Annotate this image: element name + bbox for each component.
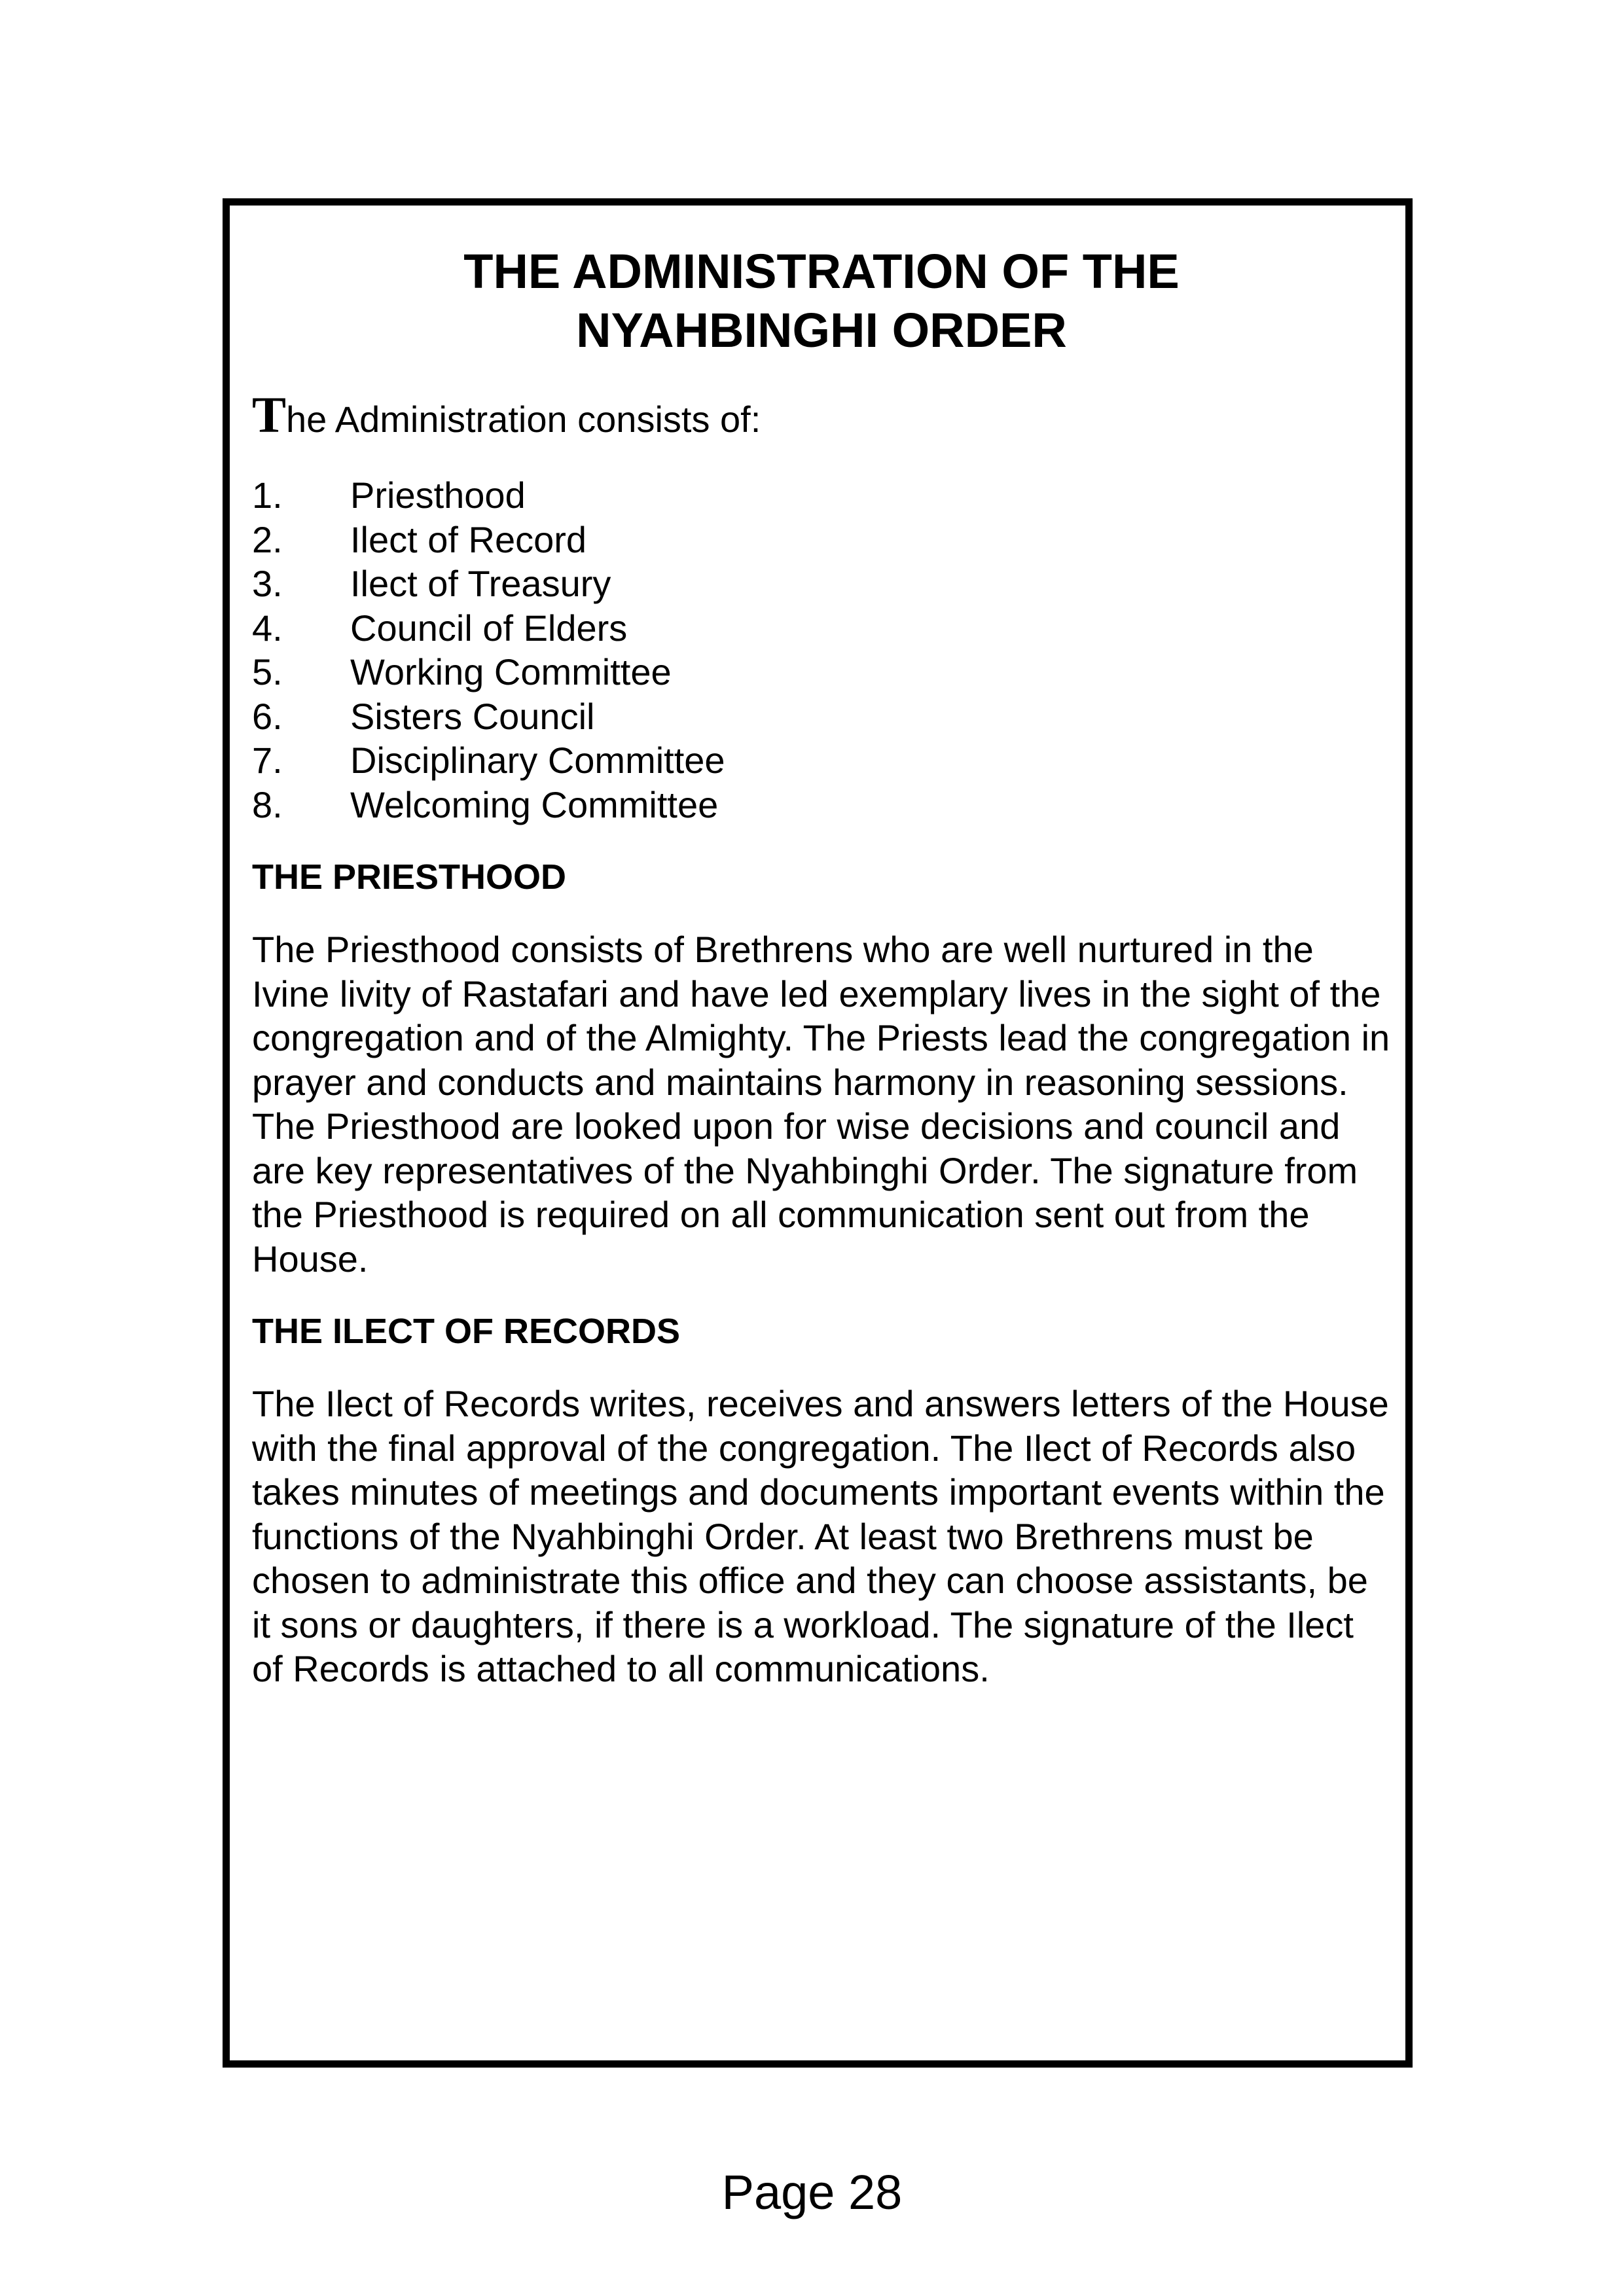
list-item-number: 1. — [252, 475, 283, 516]
title-line-2: NYAHBINGHI ORDER — [576, 303, 1067, 357]
list-item-label: Working Committee — [350, 651, 672, 692]
list-item-label: Priesthood — [350, 475, 526, 516]
list-item-label: Welcoming Committee — [350, 783, 719, 825]
intro-text: he Administration consists of: — [286, 399, 761, 440]
list-item-number: 4. — [252, 607, 283, 649]
intro-dropcap: T — [252, 386, 287, 443]
list-item-number: 3. — [252, 563, 283, 604]
section-heading-priesthood: THE PRIESTHOOD — [252, 857, 567, 897]
section-heading-ilect-of-records: THE ILECT OF RECORDS — [252, 1312, 681, 1351]
section-body-priesthood: The Priesthood consists of Brethrens who are well nurtured in the Ivine livity of Rastafari and have led exemplary lives in the sight of the congregation and of the Almighty. The Priests lead the congregation in prayer and conducts and maintains harmony in reasoning sessions. The Priesthood are looked upon for wise decisions and council and are key representatives of the Nyahbinghi Order. The signature from the Priesthood is required on all communication sent out from the House. — [252, 929, 1390, 1280]
list-item — [252, 694, 1391, 739]
list-item — [252, 562, 1391, 606]
list-item-number: 7. — [252, 740, 283, 781]
list-item-label: Ilect of Record — [350, 518, 587, 560]
list-item — [252, 518, 1391, 562]
list-item-label: Ilect of Treasury — [350, 563, 611, 604]
document-content — [252, 242, 1391, 1691]
list-item — [252, 783, 1391, 827]
list-item-label: Disciplinary Committee — [350, 740, 725, 781]
title-line-1: THE ADMINISTRATION OF THE — [463, 244, 1180, 298]
list-item — [252, 650, 1391, 694]
list-item — [252, 738, 1391, 783]
page-title — [252, 242, 1391, 360]
section-body-ilect-of-records: The Ilect of Records writes, receives and answers letters of the House with the final approval of the congregation. The Ilect of Records also takes minutes of meetings and documents important events within the functions of the Nyahbinghi Order. At least two Brethrens must be chosen to administrate this office and they can choose assistants, be it sons or daughters, if there is a workload. The signature of the Ilect of Records is attached to all communications. — [252, 1383, 1389, 1689]
list-item-number: 2. — [252, 518, 283, 560]
list-item — [252, 606, 1391, 651]
intro-line — [252, 386, 1391, 443]
page-number: Page 28 — [721, 2165, 903, 2219]
list-item-number: 5. — [252, 651, 283, 692]
list-item-label: Council of Elders — [350, 607, 628, 649]
administration-list — [252, 473, 1391, 827]
list-item-label: Sisters Council — [350, 695, 595, 737]
list-item-number: 6. — [252, 695, 283, 737]
list-item — [252, 473, 1391, 518]
list-item-number: 8. — [252, 783, 283, 825]
